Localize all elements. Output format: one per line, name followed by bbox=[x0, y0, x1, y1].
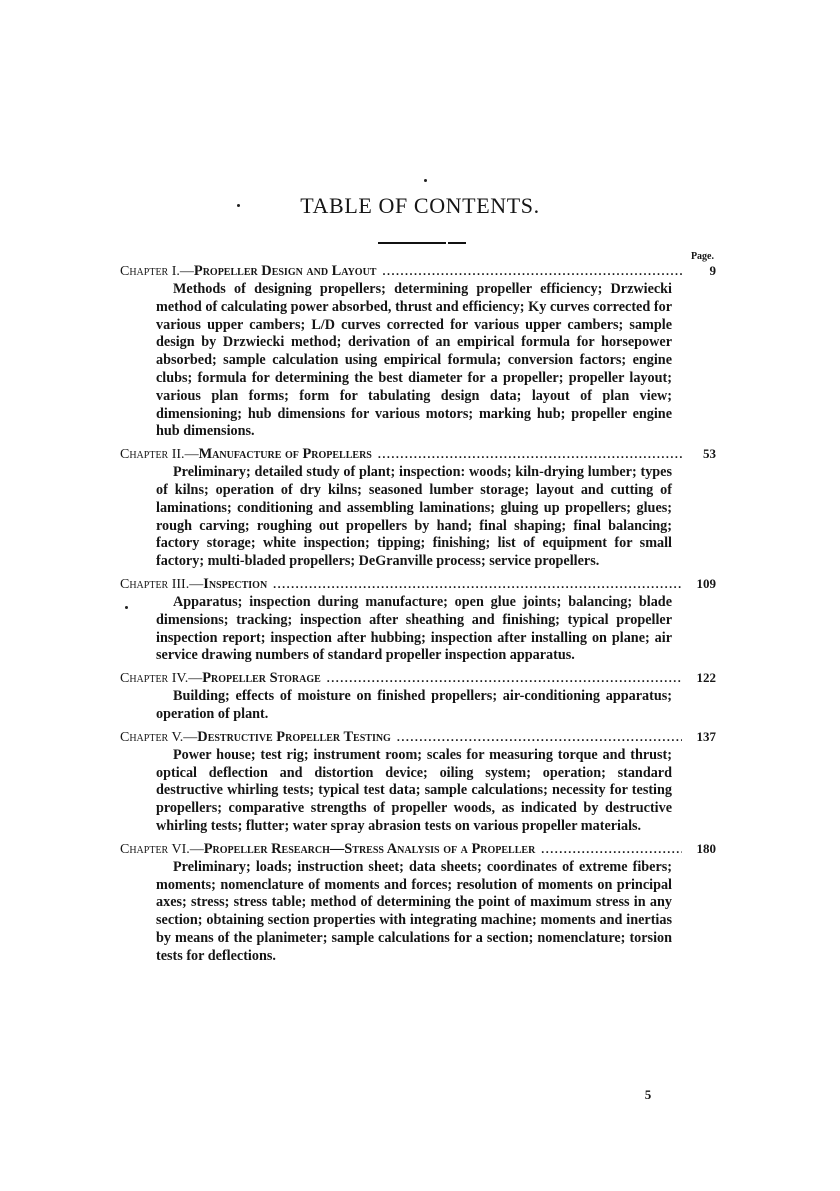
chapter-description: Preliminary; loads; instruction sheet; data sheets; coordinates of extreme fibers; moments; nomenclature of moments and forces; resolution of moments on principal axes; stress; stress table; method of determining the point of maximum stress in any section; obtaining section properties with integrating machine; moments and inertias by means of the planimeter; sample calculations for a section; nomenclature; torsion tests for deflections. bbox=[156, 858, 672, 964]
chapter-page-number: 137 bbox=[696, 728, 716, 744]
page-title: TABLE OF CONTENTS. bbox=[300, 193, 540, 218]
chapter-page-number: 53 bbox=[703, 446, 716, 462]
chapter-number: Chapter IV. bbox=[120, 671, 189, 687]
chapter-description: Apparatus; inspection during manufacture; open glue joints; balancing; blade dimensions; tracking; inspection after sheathing and finishing; typical propeller inspection report; inspection after hubbing; inspection after installing on plane; air service drawing numbers of standard propeller inspection apparatus. bbox=[156, 593, 672, 664]
table-of-contents bbox=[120, 262, 716, 970]
chapter-description: Preliminary; detailed study of plant; inspection: woods; kiln-drying lumber; types of kilns; operation of dry kilns; seasoned lumber storage; layout and cutting of laminations; conditioning and assembling laminations; gluing up propellers; glues; rough carving; roughing out propellers by hand; final shaping; final balancing; factory storage; white inspection; tipping; finishing; list of equipment for small factory; multi-bladed propellers; DeGranville process; service propellers. bbox=[156, 464, 672, 570]
dot-leader bbox=[382, 262, 682, 280]
chapter-number: Chapter VI. bbox=[120, 841, 190, 857]
chapter-dash: — bbox=[188, 671, 203, 687]
chapter-heading-line bbox=[120, 575, 716, 594]
chapter-heading bbox=[120, 669, 321, 688]
chapter-number: Chapter II. bbox=[120, 447, 185, 463]
chapter-heading-line bbox=[120, 840, 716, 859]
chapter-heading bbox=[120, 445, 372, 464]
chapter-title: Propeller Storage bbox=[202, 670, 321, 687]
chapter-dash: — bbox=[189, 841, 204, 857]
chapter-page-number: 9 bbox=[709, 263, 716, 278]
toc-entry bbox=[120, 445, 716, 571]
chapter-description: Methods of designing propellers; determining propeller efficiency; Drzwiecki method of calculating power absorbed, thrust and efficiency; Ky curves corrected for various upper cambers; L/D curves corrected for various upper cambers; sample design by Drzwiecki method; derivation of an empirical formula for horsepower absorbed; sample calculation using empirical formula; conversion factors; engine clubs; formula for determining the best diameter for a propeller; propeller layout; various plan forms; form for tabulating design data; layout of plan view; dimensioning; hub dimensions for various motors; marking hub; propeller engine hub dimensions. bbox=[156, 281, 672, 440]
chapter-heading-line bbox=[120, 445, 716, 464]
chapter-title: Destructive Propeller Testing bbox=[197, 728, 391, 745]
stray-mark-margin bbox=[125, 606, 128, 609]
chapter-dash: — bbox=[183, 729, 198, 745]
chapter-dash: — bbox=[184, 447, 199, 463]
toc-entry bbox=[120, 575, 716, 665]
chapter-heading bbox=[120, 575, 267, 594]
chapter-description: Building; effects of moisture on finished propellers; air-conditioning apparatus; operation of plant. bbox=[156, 688, 672, 722]
dot-leader bbox=[541, 840, 682, 858]
dot-leader bbox=[273, 575, 682, 593]
dot-leader bbox=[397, 728, 682, 746]
toc-entry bbox=[120, 262, 716, 441]
chapter-title: Propeller Research—Stress Analysis of a Propeller bbox=[203, 840, 536, 857]
title-rule-short bbox=[448, 242, 466, 244]
chapter-dash: — bbox=[189, 576, 204, 592]
page-number: 5 bbox=[644, 1087, 652, 1102]
toc-entry bbox=[120, 669, 716, 724]
chapter-page-number: 109 bbox=[696, 575, 716, 591]
page-column-heading: Page. bbox=[690, 251, 714, 262]
chapter-heading bbox=[120, 840, 535, 859]
stray-mark-top bbox=[424, 179, 427, 182]
chapter-page-number: 122 bbox=[696, 670, 716, 686]
chapter-page-number: 180 bbox=[696, 840, 716, 856]
chapter-title: Manufacture of Propellers bbox=[198, 446, 372, 463]
chapter-number: Chapter I. bbox=[120, 264, 180, 279]
dot-leader bbox=[327, 669, 682, 687]
chapter-heading bbox=[120, 728, 391, 747]
chapter-number: Chapter III. bbox=[120, 576, 190, 592]
chapter-title: Inspection bbox=[203, 575, 268, 592]
toc-entry bbox=[120, 840, 716, 966]
chapter-heading-line bbox=[120, 728, 716, 747]
dot-leader bbox=[378, 445, 682, 463]
chapter-dash: — bbox=[179, 264, 194, 279]
chapter-number: Chapter V. bbox=[120, 729, 184, 745]
chapter-heading bbox=[120, 262, 376, 281]
chapter-title: Propeller Design and Layout bbox=[193, 263, 377, 279]
chapter-description: Power house; test rig; instrument room; scales for measuring torque and thrust; optical deflection and distortion device; oiling system; operation; standard destructive whirling tests; typical test data; sample calculations; necessity for testing propellers; comparative strengths of propeller woods, as indicated by destructive whirling tests; flutter; water spray abrasion tests on various propeller materials. bbox=[156, 746, 672, 834]
toc-entry bbox=[120, 728, 716, 836]
title-rule-long bbox=[378, 242, 446, 244]
chapter-heading-line bbox=[120, 669, 716, 688]
chapter-heading-line bbox=[120, 262, 716, 281]
